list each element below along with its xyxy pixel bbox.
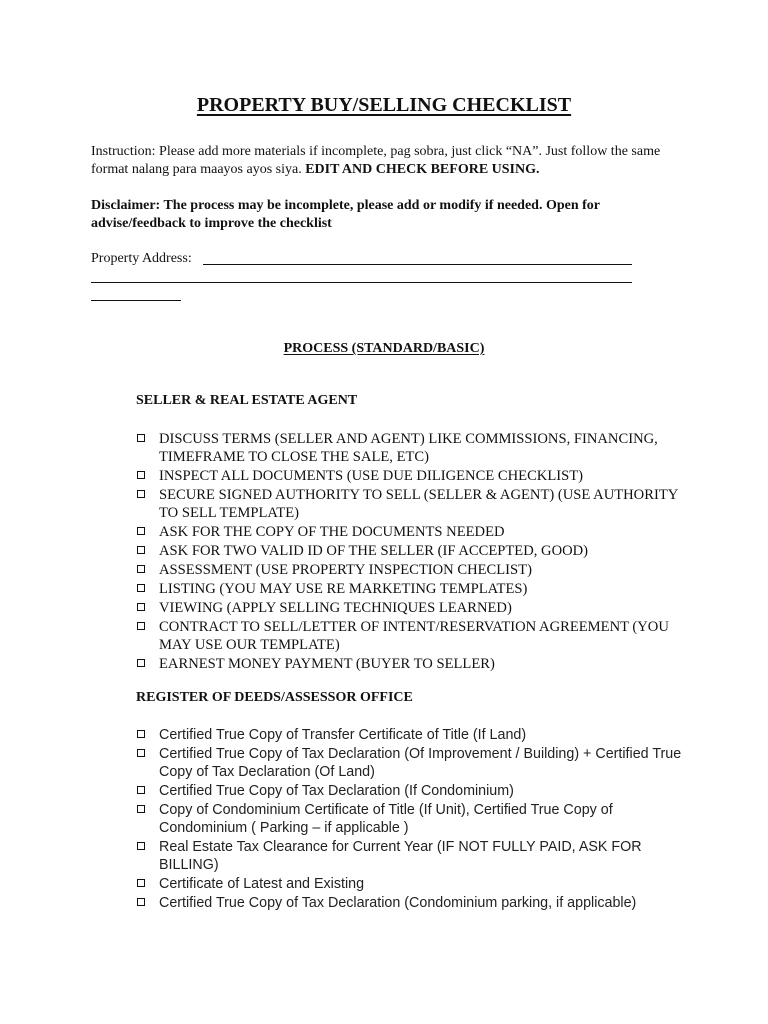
checklist-item[interactable] — [136, 655, 696, 673]
address-line-3 — [91, 300, 181, 301]
instruction-text: Instruction: Please add more materials if incomplete, pag sobra, just click “NA”. Just follow the same format nalang para maayos ayos siya. — [91, 144, 661, 177]
checklist-item[interactable] — [136, 745, 696, 781]
disclaimer-paragraph: Disclaimer: The process may be incomplete, please add or modify if needed. Open for advise/feedback to improve the checklist — [91, 198, 600, 231]
checklist-item-text: ASK FOR THE COPY OF THE DOCUMENTS NEEDED — [159, 524, 505, 540]
checklist-item-text: INSPECT ALL DOCUMENTS (USE DUE DILIGENCE CHECKLIST) — [159, 468, 584, 484]
checkbox-icon[interactable] — [137, 786, 145, 794]
checklist-item[interactable] — [136, 580, 696, 598]
checkbox-icon[interactable] — [137, 565, 145, 573]
checklist-item-text: ASK FOR TWO VALID ID OF THE SELLER (IF ACCEPTED, GOOD) — [159, 543, 589, 559]
checklist-item[interactable] — [136, 838, 696, 874]
process-heading: PROCESS (STANDARD/BASIC) — [283, 341, 485, 356]
checklist-item-text: Certified True Copy of Tax Declaration (Of Improvement / Building) + Certified True Copy of Tax Declaration (Of Land) — [159, 746, 682, 780]
instruction-paragraph — [91, 143, 691, 179]
checkbox-icon[interactable] — [137, 730, 145, 738]
checklist-item-text: Certificate of Latest and Existing — [159, 876, 365, 892]
checklist-item-text: Certified True Copy of Transfer Certificate of Title (If Land) — [159, 727, 527, 743]
seller-section-heading: SELLER & REAL ESTATE AGENT — [136, 393, 358, 408]
checkbox-icon[interactable] — [137, 434, 145, 442]
checkbox-icon[interactable] — [137, 659, 145, 667]
checkbox-icon[interactable] — [137, 749, 145, 757]
address-label: Property Address: — [91, 251, 192, 266]
checkbox-icon[interactable] — [137, 898, 145, 906]
seller-checklist — [136, 430, 696, 674]
checklist-item-text: EARNEST MONEY PAYMENT (BUYER TO SELLER) — [159, 656, 495, 672]
checkbox-icon[interactable] — [137, 490, 145, 498]
address-line-2 — [91, 282, 632, 283]
checklist-item-text: Real Estate Tax Clearance for Current Year (IF NOT FULLY PAID, ASK FOR BILLING) — [159, 839, 642, 873]
checklist-item-text: LISTING (YOU MAY USE RE MARKETING TEMPLATES) — [159, 581, 528, 597]
address-line-1 — [203, 264, 632, 265]
checkbox-icon[interactable] — [137, 805, 145, 813]
checkbox-icon[interactable] — [137, 842, 145, 850]
checklist-item[interactable] — [136, 542, 696, 560]
checkbox-icon[interactable] — [137, 622, 145, 630]
checklist-item-text: Copy of Condominium Certificate of Title (If Unit), Certified True Copy of Condominium ( Parking – if applicable ) — [159, 802, 613, 836]
checklist-item-text: CONTRACT TO SELL/LETTER OF INTENT/RESERVATION AGREEMENT (YOU MAY USE OUR TEMPLATE) — [159, 619, 669, 653]
checklist-item[interactable] — [136, 561, 696, 579]
checklist-item-text: ASSESSMENT (USE PROPERTY INSPECTION CHECLIST) — [159, 562, 532, 578]
checklist-item[interactable] — [136, 726, 696, 744]
checkbox-icon[interactable] — [137, 527, 145, 535]
deeds-section-heading: REGISTER OF DEEDS/ASSESSOR OFFICE — [136, 690, 413, 705]
checklist-item[interactable] — [136, 801, 696, 837]
checklist-item-text: VIEWING (APPLY SELLING TECHNIQUES LEARNED) — [159, 600, 512, 616]
checklist-item[interactable] — [136, 875, 696, 893]
checklist-item-text: Certified True Copy of Tax Declaration (Condominium parking, if applicable) — [159, 895, 637, 911]
checkbox-icon[interactable] — [137, 603, 145, 611]
checklist-item[interactable] — [136, 618, 696, 654]
checklist-item[interactable] — [136, 486, 696, 522]
instruction-emphasis: EDIT AND CHECK BEFORE USING. — [305, 162, 540, 177]
checkbox-icon[interactable] — [137, 471, 145, 479]
checklist-item[interactable] — [136, 430, 696, 466]
checkbox-icon[interactable] — [137, 546, 145, 554]
checkbox-icon[interactable] — [137, 584, 145, 592]
checklist-item[interactable] — [136, 782, 696, 800]
checklist-item-text: DISCUSS TERMS (SELLER AND AGENT) LIKE COMMISSIONS, FINANCING, TIMEFRAME TO CLOSE THE SALE, ETC) — [159, 431, 658, 465]
checklist-item-text: Certified True Copy of Tax Declaration (If Condominium) — [159, 783, 514, 799]
checklist-item[interactable] — [136, 599, 696, 617]
deeds-checklist — [136, 726, 696, 913]
checkbox-icon[interactable] — [137, 879, 145, 887]
checklist-item[interactable] — [136, 523, 696, 541]
checklist-item[interactable] — [136, 467, 696, 485]
checklist-item[interactable] — [136, 894, 696, 912]
document-title: PROPERTY BUY/SELLING CHECKLIST — [196, 94, 572, 116]
checklist-item-text: SECURE SIGNED AUTHORITY TO SELL (SELLER & AGENT) (USE AUTHORITY TO SELL TEMPLATE) — [159, 487, 678, 521]
